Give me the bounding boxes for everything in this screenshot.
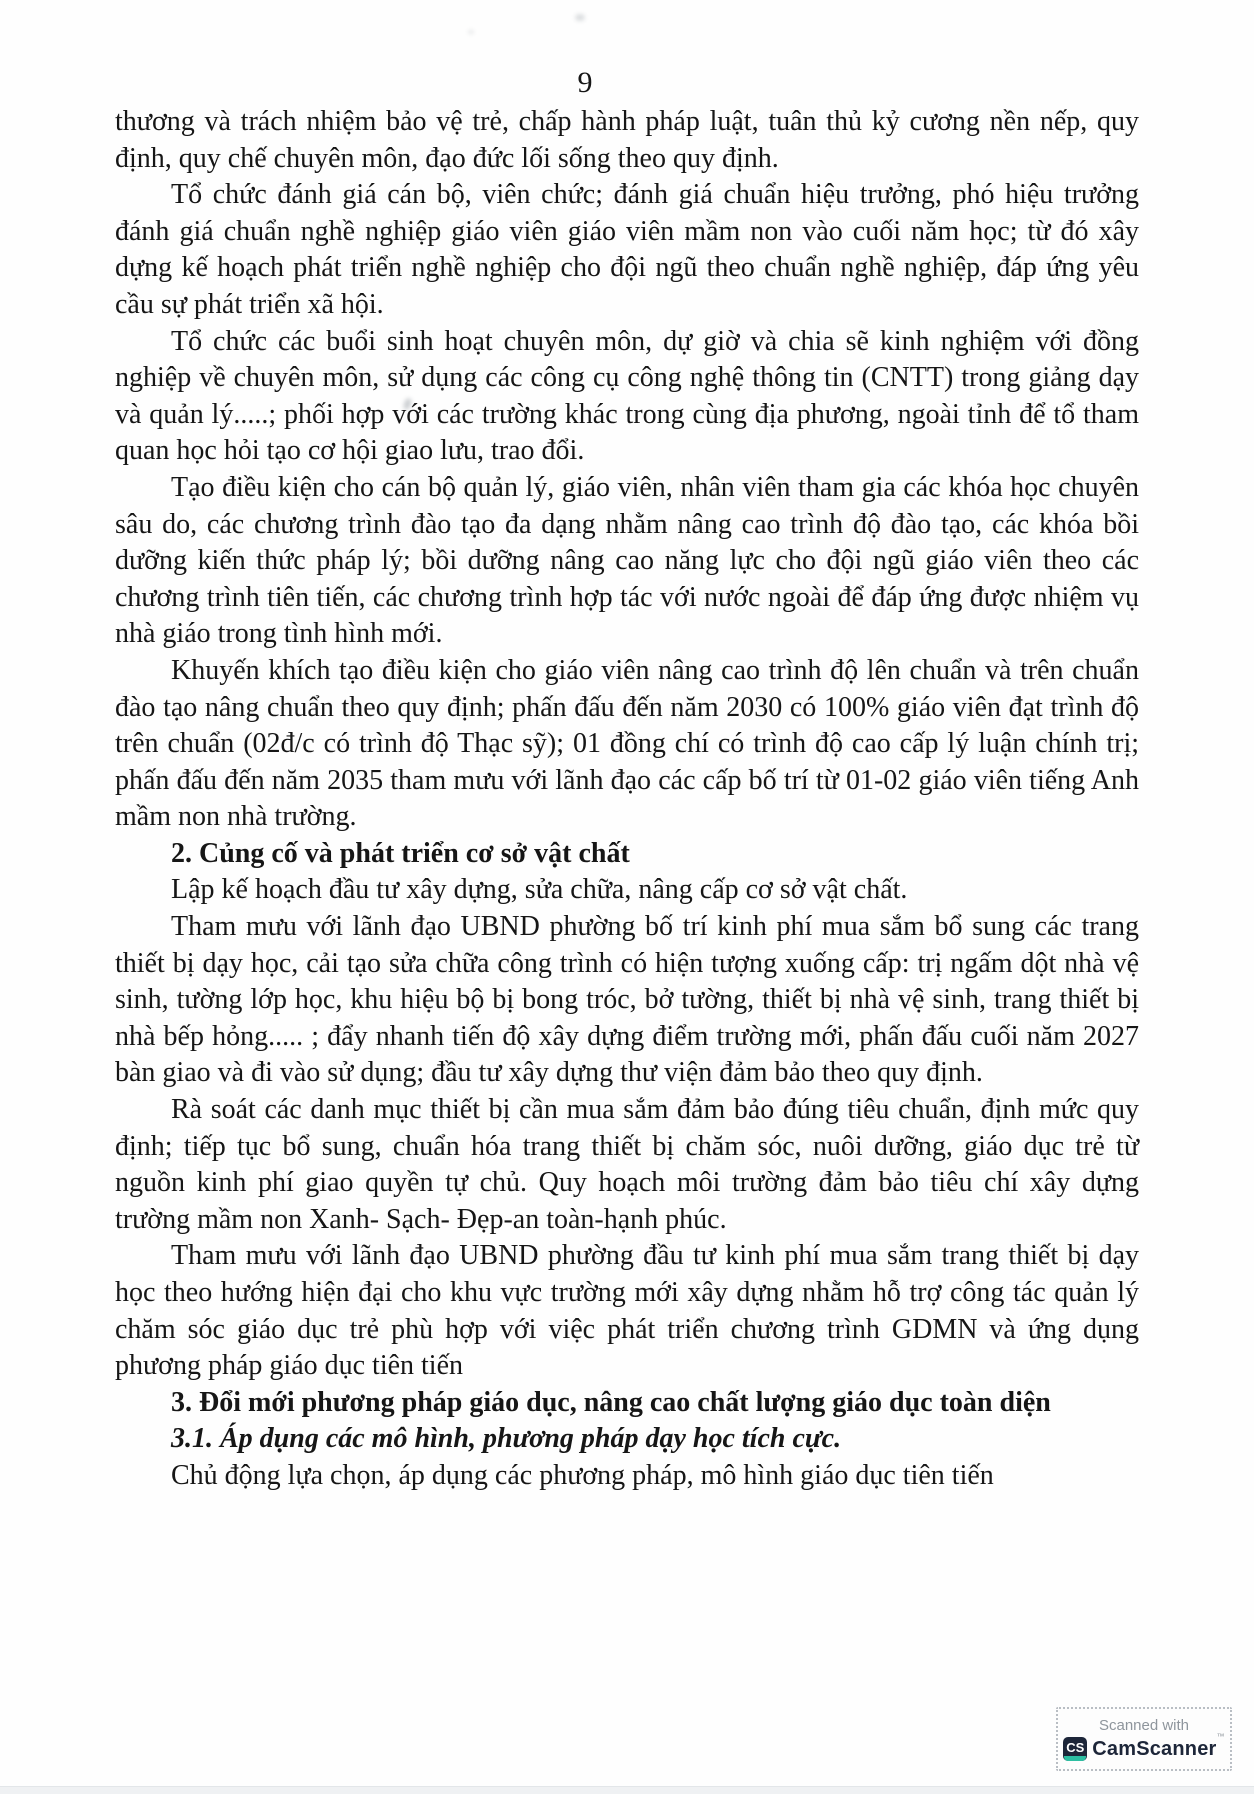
scanned-with-label: Scanned with	[1098, 1717, 1190, 1734]
camscanner-brand-name	[1092, 1731, 1225, 1761]
paragraph: Tham mưu với lãnh đạo UBND phường bố trí kinh phí mua sắm bổ sung các trang thiết bị dạy học, cải tạo sửa chữa công trình có hiện tượng xuống cấp: trị ngấm dột nhà vệ sinh, tường lớp học, khu hiệu bộ bị bong tróc, bở tường, thiết bị nhà vệ sinh, trang thiết bị nhà bếp hỏng..... ; đẩy nhanh tiến độ xây dựng điểm trường mới, phấn đấu cuối năm 2027 bàn giao và đi vào sử dụng; đầu tư xây dựng thư viện đảm bảo theo quy định.	[115, 911, 1139, 1089]
section-heading: 2. Củng cố và phát triển cơ sở vật chất	[171, 837, 630, 869]
paragraph: Tổ chức các buổi sinh hoạt chuyên môn, dự giờ và chia sẽ kinh nghiệm với đồng nghiệp về chuyên môn, sử dụng các công cụ công nghệ thông tin (CNTT) trong giảng dạy và quản lý.....; phối hợp với các trường khác trong cùng địa phương, ngoài tỉnh để tổ tham quan học hỏi tạo cơ hội giao lưu, trao đổi.	[115, 325, 1139, 467]
paragraph: Lập kế hoạch đầu tư xây dựng, sửa chữa, nâng cấp cơ sở vật chất.	[171, 874, 908, 906]
scan-smudge	[575, 14, 585, 21]
paragraph: Rà soát các danh mục thiết bị cần mua sắm đảm bảo đúng tiêu chuẩn, định mức quy định; tiếp tục bổ sung, chuẩn hóa trang thiết bị chăm sóc, nuôi dưỡng, giáo dục trẻ từ nguồn kinh phí giao quyền tự chủ. Quy hoạch môi trường đảm bảo tiêu chí xây dựng trường mầm non Xanh- Sạch- Đẹp-an toàn-hạnh phúc.	[115, 1094, 1139, 1235]
paragraph: thương và trách nhiệm bảo vệ trẻ, chấp hành pháp luật, tuân thủ kỷ cương nền nếp, quy định, quy chế chuyên môn, đạo đức lối sống theo quy định.	[115, 106, 1139, 174]
section-heading: 3. Đổi mới phương pháp giáo dục, nâng cao chất lượng giáo dục toàn diện	[171, 1386, 1051, 1418]
trademark-symbol: ™	[1216, 1731, 1225, 1741]
camscanner-logo-icon: CS	[1063, 1737, 1087, 1761]
paragraph: Tổ chức đánh giá cán bộ, viên chức; đánh giá chuẩn hiệu trưởng, phó hiệu trưởng đánh giá chuẩn nghề nghiệp giáo viên giáo viên mầm non vào cuối năm học; từ đó xây dựng kế hoạch phát triển nghề nghiệp cho đội ngũ theo chuẩn nghề nghiệp, đáp ứng yêu cầu sự phát triển xã hội.	[115, 179, 1139, 320]
scan-smudge	[468, 30, 474, 34]
brand-text: CamScanner	[1092, 1737, 1217, 1760]
subsection-heading: 3.1. Áp dụng các mô hình, phương pháp dạy học tích cực.	[171, 1423, 842, 1455]
paragraph: Chủ động lựa chọn, áp dụng các phương pháp, mô hình giáo dục tiên tiến	[171, 1459, 994, 1491]
camscanner-badge	[1056, 1707, 1232, 1771]
paragraph: Khuyến khích tạo điều kiện cho giáo viên nâng cao trình độ lên chuẩn và trên chuẩn đào tạo nâng chuẩn theo quy định; phấn đấu đến năm 2030 có 100% giáo viên đạt trình độ trên chuẩn (02đ/c có trình độ Thạc sỹ); 01 đồng chí có trình độ cao cấp lý luận chính trị; phấn đấu đến năm 2035 tham mưu với lãnh đạo các cấp bố trí từ 01-02 giáo viên tiếng Anh mầm non nhà trường.	[115, 654, 1139, 833]
scan-bottom-edge	[0, 1786, 1254, 1794]
document-body	[115, 104, 1139, 1495]
camscanner-brand-row	[1063, 1731, 1225, 1761]
paragraph: Tham mưu với lãnh đạo UBND phường đầu tư kinh phí mua sắm trang thiết bị dạy học theo hướng hiện đại cho khu vực trường mới xây dựng nhằm hỗ trợ công tác quản lý chăm sóc giáo dục trẻ phù hợp với việc phát triển chương trình GDMN và ứng dụng phương pháp giáo dục tiên tiến	[115, 1240, 1139, 1382]
page-number: 9	[577, 66, 593, 99]
paragraph: Tạo điều kiện cho cán bộ quản lý, giáo viên, nhân viên tham gia các khóa học chuyên sâu do, các chương trình đào tạo đa dạng nhằm nâng cao trình độ đào tạo, các khóa bồi dưỡng kiến thức pháp lý; bồi dưỡng nâng cao năng lực cho đội ngũ giáo viên theo các chương trình tiên tiến, các chương trình hợp tác với nước ngoài để đáp ứng được nhiệm vụ nhà giáo trong tình hình mới.	[115, 471, 1139, 650]
